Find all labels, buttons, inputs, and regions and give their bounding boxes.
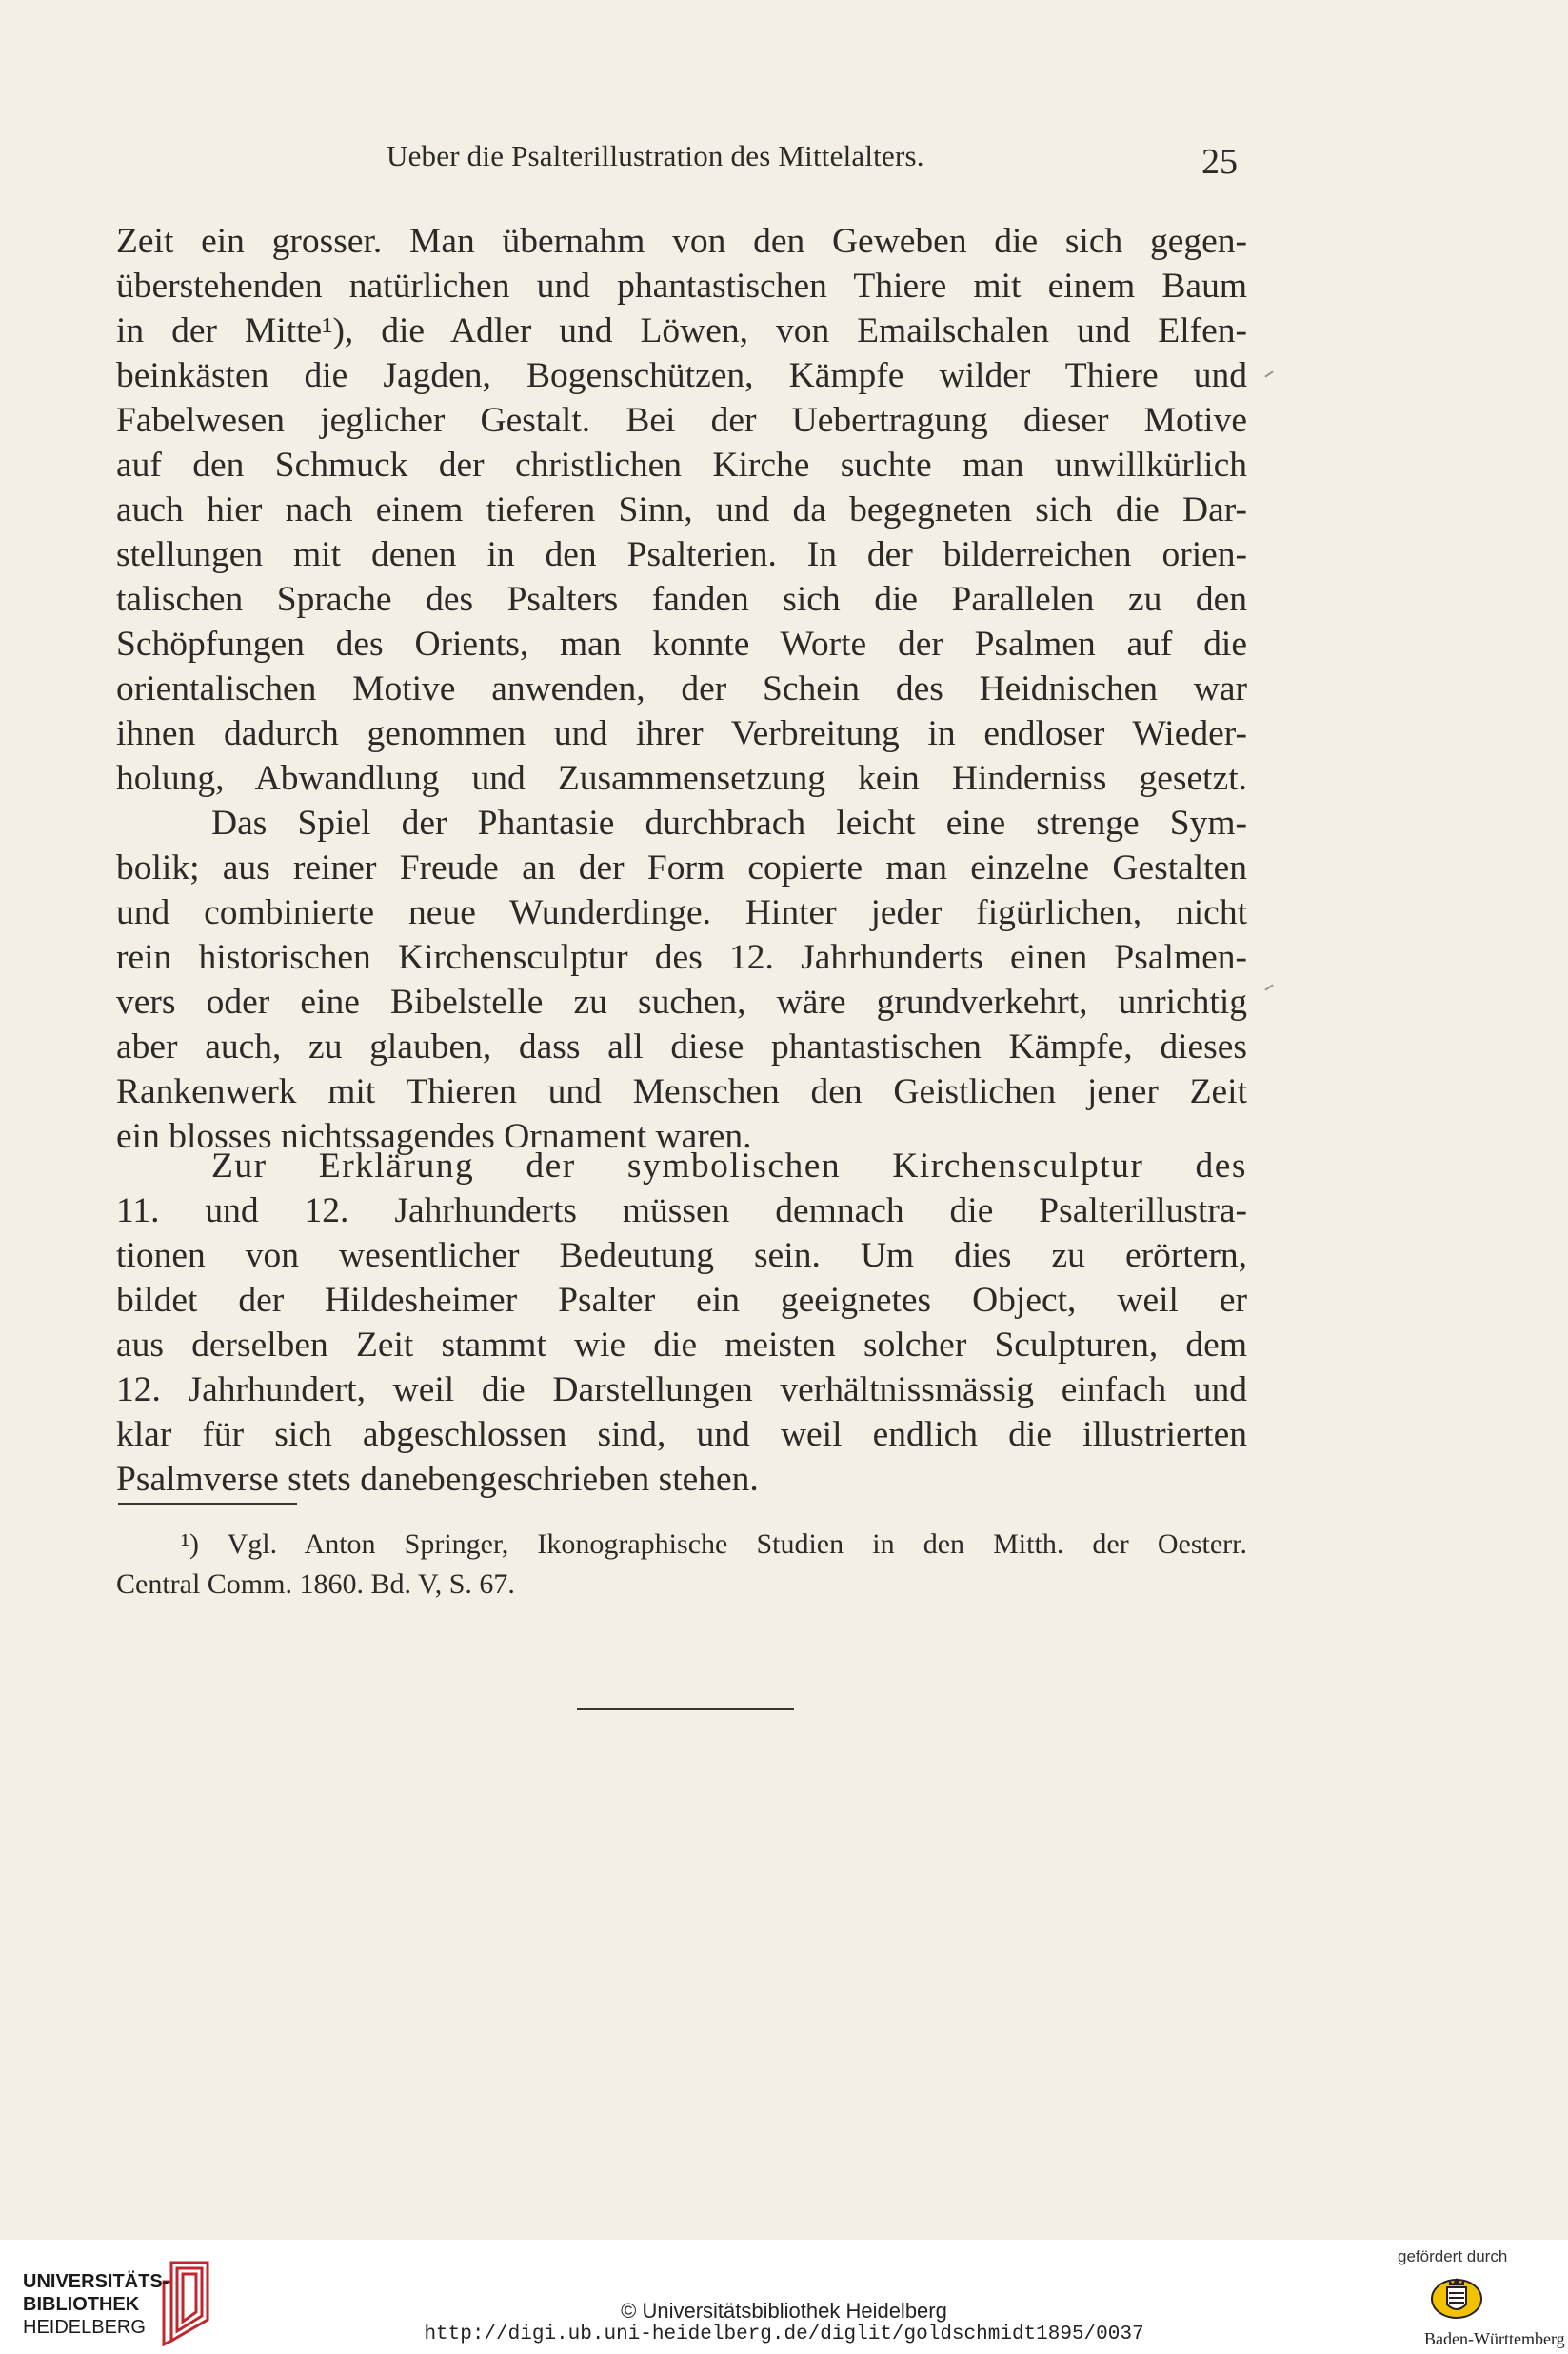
body-line: auch hier nach einem tieferen Sinn, und da begegneten sich die Dar- <box>116 490 1247 529</box>
copyright-notice: © Universitätsbibliothek Heidelberg <box>621 2299 947 2323</box>
body-line: in der Mitte¹), die Adler und Löwen, von Emailschalen und Elfen- <box>116 311 1247 350</box>
body-line: auf den Schmuck der christlichen Kirche suchte man unwillkürlich <box>116 446 1247 485</box>
library-name-line: HEIDELBERG <box>23 2317 146 2338</box>
body-line: aus derselben Zeit stammt wie die meisten solcher Sculpturen, dem <box>116 1326 1247 1365</box>
funded-by-label: gefördert durch <box>1398 2247 1508 2265</box>
footnote-divider <box>118 1503 297 1505</box>
permalink[interactable]: http://digi.ub.uni-heidelberg.de/diglit/goldschmidt1895/0037 <box>424 2324 1144 2345</box>
sponsor-name: Baden-Württemberg <box>1424 2329 1565 2348</box>
body-line: aber auch, zu glauben, dass all diese phantastischen Kämpfe, dieses <box>116 1027 1247 1067</box>
body-line: Zur Erklärung der symbolischen Kirchensculptur des <box>211 1147 1247 1186</box>
body-line: Rankenwerk mit Thieren und Menschen den Geistlichen jener Zeit <box>116 1072 1247 1111</box>
page-number: 25 <box>1201 142 1238 182</box>
body-line: ein blosses nichtssagendes Ornament waren. <box>116 1117 752 1156</box>
body-line: tionen von wesentlicher Bedeutung sein. Um dies zu erörtern, <box>116 1236 1247 1275</box>
body-line: stellungen mit denen in den Psalterien. In der bilderreichen orien- <box>116 535 1247 574</box>
body-line: Das Spiel der Phantasie durchbrach leicht eine strenge Sym- <box>211 804 1247 843</box>
body-line: talischen Sprache des Psalters fanden sich die Parallelen zu den <box>116 580 1247 619</box>
viewer-footer <box>0 2240 1568 2354</box>
body-line: rein historischen Kirchensculptur des 12. Jahrhunderts einen Psalmen- <box>116 938 1247 977</box>
running-header: Ueber die Psalterillustration des Mittelalters. <box>387 139 924 172</box>
coat-of-arms-icon[interactable] <box>1428 2272 1485 2322</box>
margin-mark <box>1264 370 1273 377</box>
body-line: Fabelwesen jeglicher Gestalt. Bei der Uebertragung dieser Motive <box>116 401 1247 440</box>
body-line: bolik; aus reiner Freude an der Form copierte man einzelne Gestalten <box>116 848 1247 888</box>
body-line: 11. und 12. Jahrhunderts müssen demnach die Psalterillustra- <box>116 1191 1247 1230</box>
body-line: und combinierte neue Wunderdinge. Hinter jeder figürlichen, nicht <box>116 893 1247 932</box>
body-line: bildet der Hildesheimer Psalter ein geeignetes Object, weil er <box>116 1281 1247 1320</box>
body-line: orientalischen Motive anwenden, der Schein des Heidnischen war <box>116 669 1247 708</box>
footnote-line: ¹) Vgl. Anton Springer, Ikonographische Studien in den Mitth. der Oesterr. <box>181 1528 1247 1560</box>
body-line: klar für sich abgeschlossen sind, und weil endlich die illustrierten <box>116 1415 1247 1454</box>
body-line: Schöpfungen des Orients, man konnte Worte der Psalmen auf die <box>116 625 1247 664</box>
library-name-line: UNIVERSITÄTS- <box>23 2271 169 2292</box>
body-line: holung, Abwandlung und Zusammensetzung kein Hinderniss gesetzt. <box>116 759 1247 798</box>
margin-mark <box>1264 984 1273 990</box>
body-line: überstehenden natürlichen und phantastischen Thiere mit einem Baum <box>116 267 1247 306</box>
body-line: Psalmverse stets danebengeschrieben stehen. <box>116 1460 759 1499</box>
body-line: 12. Jahrhundert, weil die Darstellungen verhältnissmässig einfach und <box>116 1370 1247 1409</box>
body-line: Zeit ein grosser. Man übernahm von den Geweben die sich gegen- <box>116 222 1247 261</box>
footnote-line: Central Comm. 1860. Bd. V, S. 67. <box>116 1568 515 1600</box>
body-line: vers oder eine Bibelstelle zu suchen, wäre grundverkehrt, unrichtig <box>116 983 1247 1022</box>
body-line: ihnen dadurch genommen und ihrer Verbreitung in endloser Wieder- <box>116 714 1247 753</box>
body-line: beinkästen die Jagden, Bogenschützen, Kämpfe wilder Thiere und <box>116 356 1247 395</box>
end-divider <box>577 1708 794 1710</box>
library-name-line: BIBLIOTHEK <box>23 2294 140 2315</box>
